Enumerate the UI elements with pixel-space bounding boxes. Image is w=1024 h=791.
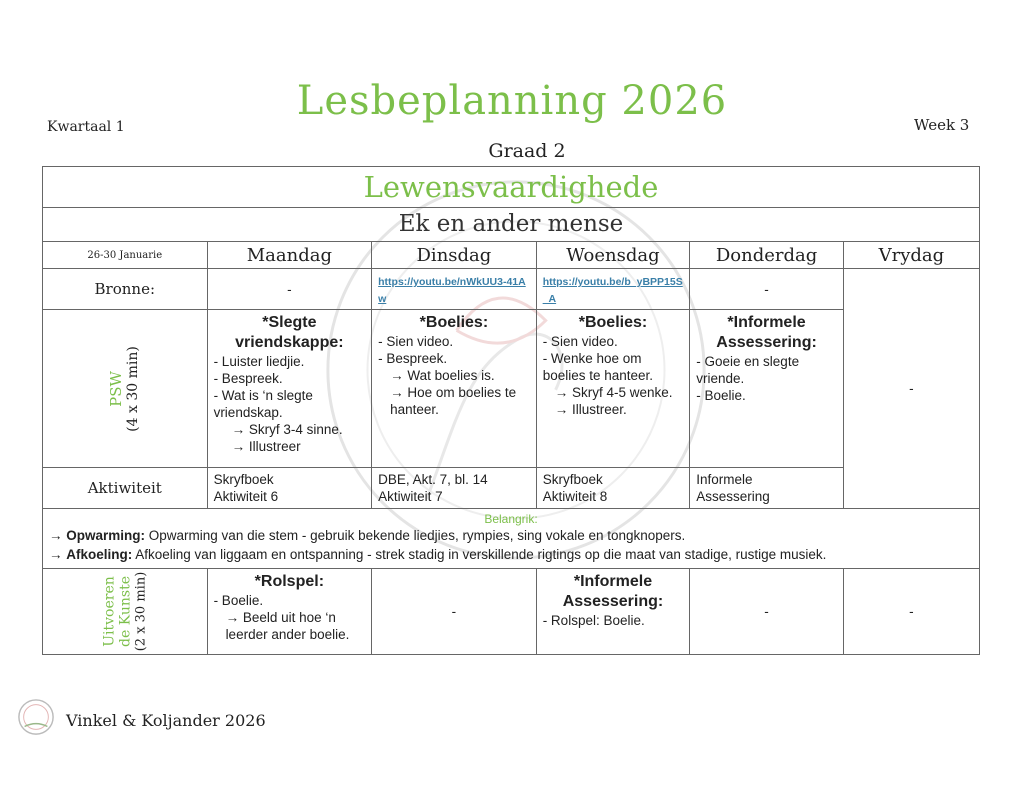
resources-tuesday <box>372 269 537 310</box>
day-header-monday: Maandag <box>207 242 372 269</box>
psw-thursday <box>690 310 844 468</box>
activity-line: Aktiwiteit 8 <box>542 489 608 504</box>
activity-label: Aktiwiteit <box>43 468 208 509</box>
psw-monday-heading: *Slegte vriendskappe: <box>235 314 344 351</box>
week-label: Week 3 <box>914 116 970 134</box>
activity-thursday <box>690 468 844 509</box>
list-item: - Boelie. <box>696 388 746 403</box>
arts-monday-heading: *Rolspel: <box>254 573 325 590</box>
day-header-tuesday: Dinsdag <box>372 242 537 269</box>
list-item: - Goeie en slegte vriende. <box>696 354 800 386</box>
list-item: → Illustreer. <box>554 402 627 417</box>
psw-tuesday <box>372 310 537 468</box>
cooldown-text: Afkoeling van liggaam en ontspanning - strek stadig in verskillende rigtings op die maat van stadige, rustige musiek. <box>132 547 827 562</box>
date-range: 26-30 Januarie <box>43 242 208 269</box>
psw-wednesday-heading: *Boelies: <box>578 314 648 331</box>
arts-wednesday <box>536 569 690 655</box>
activity-line: Assessering <box>696 489 770 504</box>
page-title: Lesbeplanning 2026 <box>296 78 728 124</box>
activity-line: Aktiwiteit 7 <box>378 489 443 504</box>
list-item: - Bespreek. <box>378 351 448 366</box>
list-item: - Sien video. <box>378 334 454 349</box>
arts-friday: - <box>843 569 979 655</box>
activity-tuesday <box>372 468 537 509</box>
list-item: - Rolspel: Boelie. <box>542 613 645 628</box>
cooldown-note: → Afkoeling: Afkoeling van liggaam en ontspanning - strek stadig in verskillende rigtings op die maat van stadige, rustige musiek. <box>49 547 827 562</box>
psw-duration: (4 x 30 min) <box>124 345 141 432</box>
day-header-friday: Vrydag <box>843 242 979 269</box>
lesson-plan-table <box>42 166 980 655</box>
list-item: - Wat is ‘n slegte vriendskap. <box>213 388 313 420</box>
list-item: - Luister liedjie. <box>213 354 305 369</box>
psw-tuesday-heading: *Boelies: <box>419 314 489 331</box>
arts-label-cell <box>43 569 208 655</box>
brand-logo-icon <box>17 698 55 736</box>
psw-label-cell <box>43 310 208 468</box>
arts-thursday: - <box>690 569 844 655</box>
list-item: → Beeld uit hoe ‘n leerder ander boelie. <box>225 610 350 642</box>
activity-line: Aktiwiteit 6 <box>213 489 279 504</box>
list-item: → Skryf 3-4 sinne. <box>231 422 343 437</box>
activity-line: Skryfboek <box>213 472 274 487</box>
list-item: - Bespreek. <box>213 371 283 386</box>
arts-label: Uitvoeren de Kunste <box>101 576 134 647</box>
day-header-wednesday: Woensdag <box>536 242 690 269</box>
list-item: → Illustreer <box>231 439 301 454</box>
day-header-thursday: Donderdag <box>690 242 844 269</box>
psw-monday <box>207 310 372 468</box>
list-item: - Boelie. <box>213 593 264 608</box>
activity-line: Informele <box>696 472 753 487</box>
activity-wednesday <box>536 468 690 509</box>
psw-friday: - <box>843 269 979 509</box>
resources-thursday: - <box>690 269 844 310</box>
resources-label: Bronne: <box>43 269 208 310</box>
warmup-label: Opwarming: <box>66 528 146 543</box>
video-link-tuesday[interactable]: https://youtu.be/nWkUU3-41Aw <box>378 276 526 305</box>
important-label: Belangrik: <box>484 512 538 526</box>
resources-monday: - <box>207 269 372 310</box>
subject-title: Lewensvaardighede <box>43 167 980 208</box>
warmup-note: → Opwarming: Opwarming van die stem - gebruik bekende liedjies, rympies, sing vokale en tongknopers. <box>49 528 686 543</box>
psw-wednesday <box>536 310 690 468</box>
activity-line: Skryfboek <box>542 472 603 487</box>
grade-label: Graad 2 <box>488 140 566 162</box>
arts-wednesday-heading: *Informele Assessering: <box>562 573 664 610</box>
video-link-wednesday[interactable]: https://youtu.be/b_yBPP15S_A <box>542 276 683 305</box>
list-item: → Wat boelies is. <box>390 368 495 383</box>
theme-title: Ek en ander mense <box>43 208 980 242</box>
arts-duration: (2 x 30 min) <box>133 571 149 652</box>
resources-wednesday <box>536 269 690 310</box>
footer-brand: Vinkel & Koljander 2026 <box>66 711 266 730</box>
psw-thursday-heading: *Informele Assessering: <box>716 314 817 351</box>
warmup-text: Opwarming van die stem - gebruik bekende liedjies, rympies, sing vokale en tongknopers. <box>145 528 686 543</box>
list-item: → Skryf 4-5 wenke. <box>554 385 673 400</box>
quarter-label: Kwartaal 1 <box>47 119 125 135</box>
psw-label: PSW <box>106 370 125 407</box>
activity-monday <box>207 468 372 509</box>
arts-tuesday: - <box>372 569 537 655</box>
arts-monday <box>207 569 372 655</box>
important-notes <box>43 509 980 569</box>
list-item: → Hoe om boelies te hanteer. <box>390 385 517 417</box>
list-item: - Wenke hoe om boelies te hanteer. <box>542 351 654 383</box>
activity-line: DBE, Akt. 7, bl. 14 <box>378 472 488 487</box>
list-item: - Sien video. <box>542 334 618 349</box>
cooldown-label: Afkoeling: <box>66 547 133 562</box>
